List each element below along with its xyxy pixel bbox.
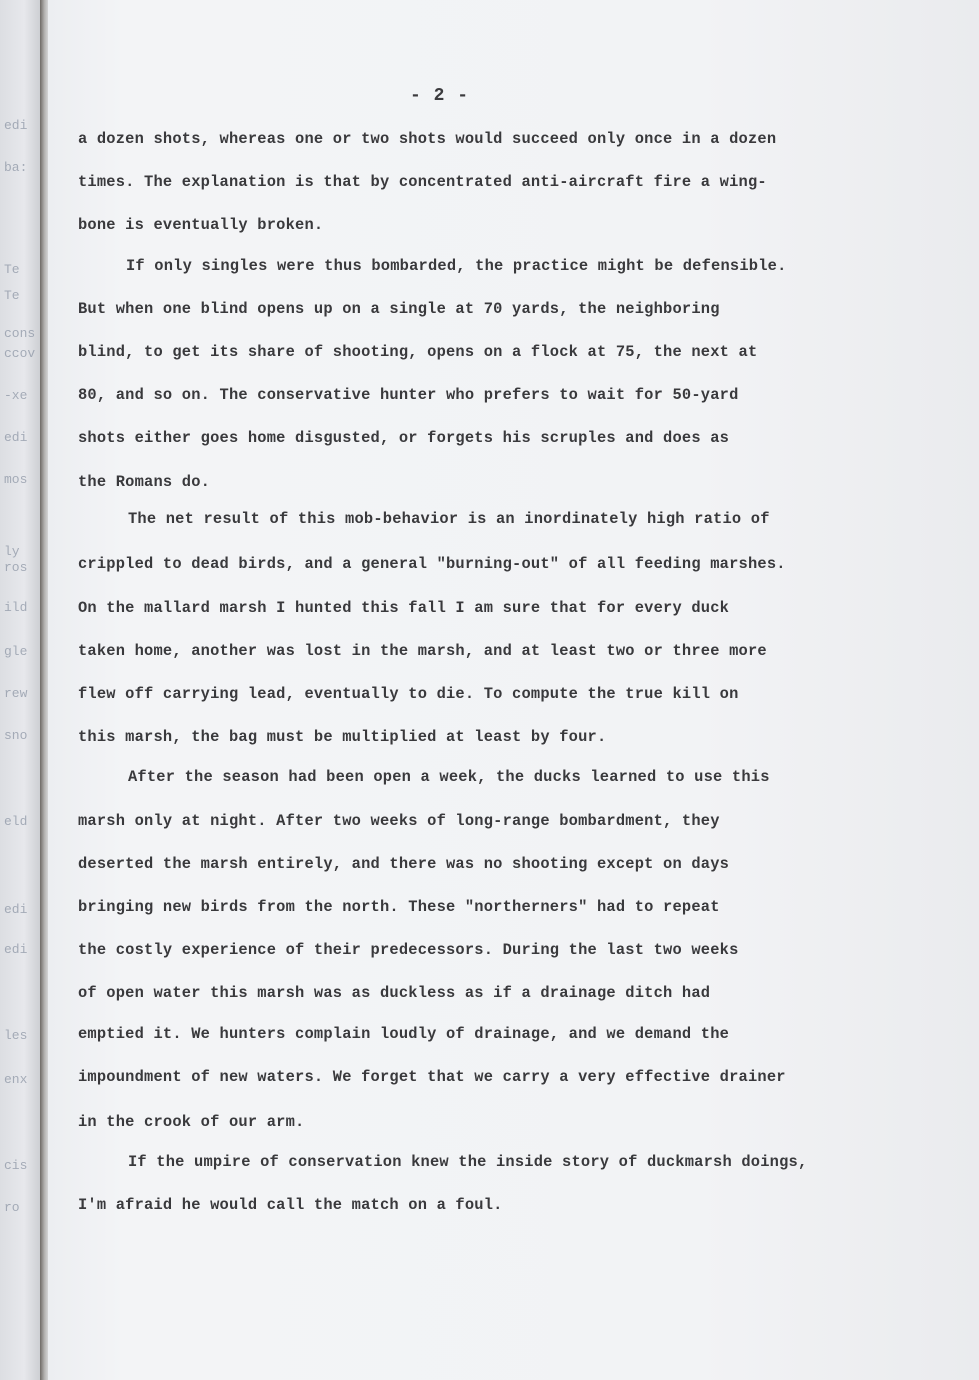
text-line: The net result of this mob-behavior is an inordinately high ratio of [128, 510, 770, 528]
bleed-text: edi [4, 902, 28, 917]
text-line: taken home, another was lost in the marsh, and at least two or three more [78, 642, 767, 660]
bleed-text: ild [4, 600, 28, 615]
text-line: impoundment of new waters. We forget that we carry a very effective drainer [78, 1068, 786, 1086]
bleed-text: ros [4, 560, 28, 575]
text-line: emptied it. We hunters complain loudly of drainage, and we demand the [78, 1025, 730, 1043]
text-line: a dozen shots, whereas one or two shots would succeed only once in a dozen [78, 130, 777, 148]
bleed-text: ro [4, 1200, 20, 1215]
text-line: On the mallard marsh I hunted this fall I am sure that for every duck [78, 599, 730, 617]
bleed-text: edi [4, 942, 28, 957]
bleed-text: ccov [4, 346, 36, 361]
text-line: I'm afraid he would call the match on a foul. [78, 1196, 503, 1214]
text-line: If only singles were thus bombarded, the practice might be defensible. [126, 257, 787, 275]
typescript-page [48, 0, 979, 1380]
bleed-text: Te [4, 288, 20, 303]
bleed-text: sno [4, 728, 28, 743]
bleed-text: edi [4, 118, 28, 133]
text-line: If the umpire of conservation knew the inside story of duckmarsh doings, [128, 1153, 808, 1171]
bleed-text: Te [4, 262, 20, 277]
text-line: 80, and so on. The conservative hunter who prefers to wait for 50-yard [78, 386, 739, 404]
text-line: shots either goes home disgusted, or forgets his scruples and does as [78, 429, 730, 447]
text-line: After the season had been open a week, the ducks learned to use this [128, 768, 770, 786]
text-line: deserted the marsh entirely, and there was no shooting except on days [78, 855, 730, 873]
text-line: marsh only at night. After two weeks of long-range bombardment, they [78, 812, 720, 830]
text-line: this marsh, the bag must be multiplied at least by four. [78, 728, 607, 746]
text-line: bringing new birds from the north. These "northerners" had to repeat [78, 898, 720, 916]
text-line: times. The explanation is that by concentrated anti-aircraft fire a wing- [78, 173, 767, 191]
text-line: in the crook of our arm. [78, 1113, 305, 1131]
text-line: flew off carrying lead, eventually to die. To compute the true kill on [78, 685, 739, 703]
bleed-text: cons [4, 326, 36, 341]
bleed-text: rew [4, 686, 28, 701]
text-line: crippled to dead birds, and a general "burning-out" of all feeding marshes. [78, 555, 786, 573]
text-line: bone is eventually broken. [78, 216, 324, 234]
text-line: of open water this marsh was as duckless as if a drainage ditch had [78, 984, 711, 1002]
text-line: the costly experience of their predecessors. During the last two weeks [78, 941, 739, 959]
page-number: - 2 - [410, 86, 470, 106]
text-line: But when one blind opens up on a single at 70 yards, the neighboring [78, 300, 720, 318]
bleed-text: mos [4, 472, 28, 487]
bleed-text: ly [4, 544, 20, 559]
bleed-text: les [4, 1028, 28, 1043]
bleed-text: edi [4, 430, 28, 445]
bleed-text: cis [4, 1158, 28, 1173]
text-line: the Romans do. [78, 473, 211, 491]
text-line: blind, to get its share of shooting, opens on a flock at 75, the next at [78, 343, 758, 361]
bleed-text: ba: [4, 160, 28, 175]
previous-page-edge [0, 0, 44, 1380]
bleed-text: eld [4, 814, 28, 829]
bleed-text: enx [4, 1072, 28, 1087]
bleed-text: -xe [4, 388, 28, 403]
bleed-text: gle [4, 644, 28, 659]
